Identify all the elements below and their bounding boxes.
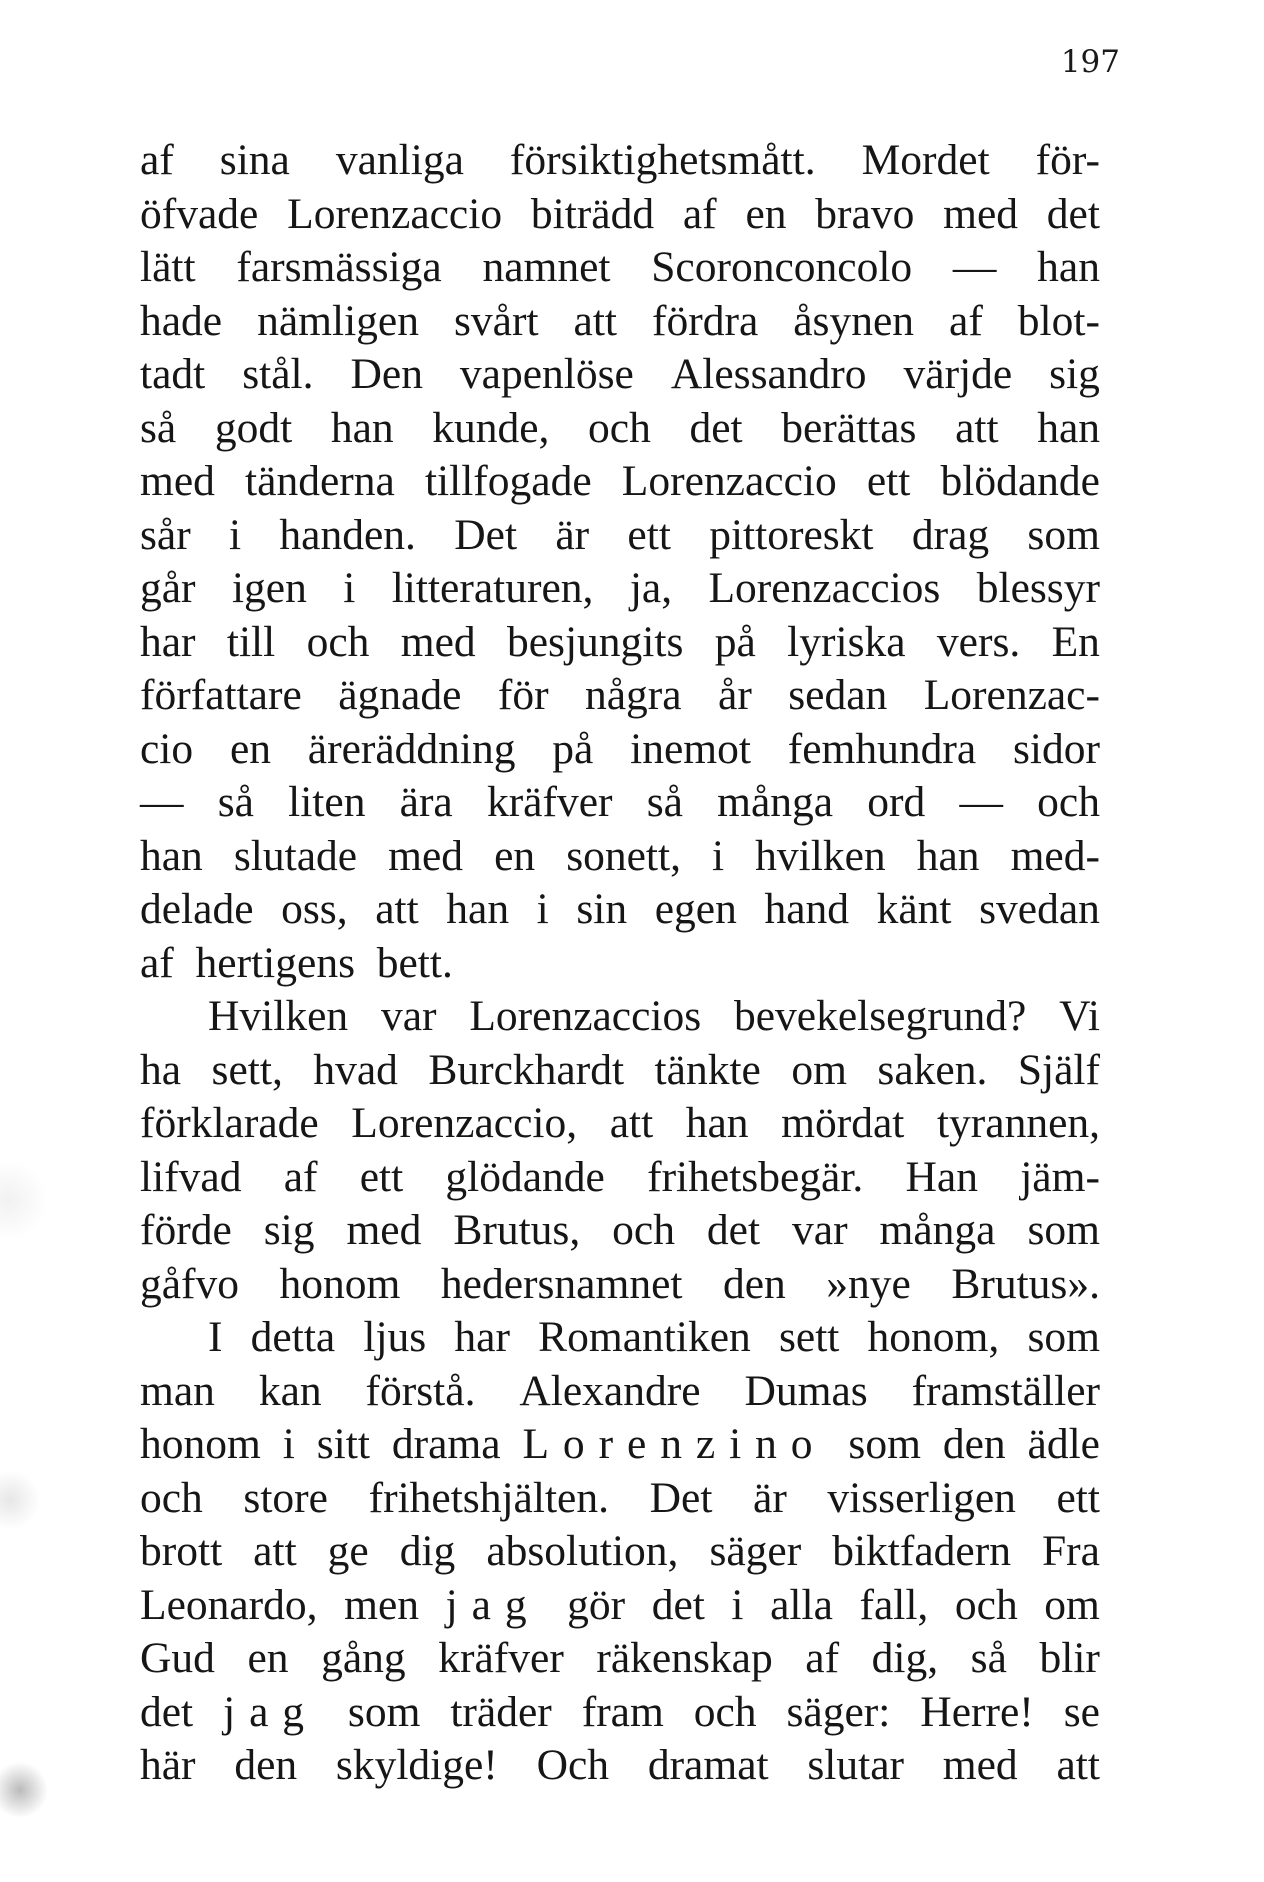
word: af (805, 1634, 840, 1682)
word: lätt (140, 243, 196, 291)
word: svårt (453, 296, 539, 345)
word: Alessandro (670, 350, 867, 398)
word: hand (764, 885, 849, 933)
word: nämligen (257, 296, 419, 345)
word: frihetshjälten. (368, 1473, 609, 1522)
word: i (712, 831, 725, 880)
word: kräfver (486, 778, 613, 826)
word: femhundra (787, 724, 977, 773)
word: fördra (651, 296, 759, 345)
word: värjde (903, 350, 1013, 398)
word: hade (140, 296, 223, 345)
word: säger: (786, 1687, 891, 1736)
text-line (140, 1686, 1100, 1740)
word: sidor (1012, 724, 1100, 773)
word: Herre! (920, 1687, 1034, 1736)
word: dig (399, 1527, 456, 1575)
word: den (234, 1741, 298, 1789)
text-line (140, 1097, 1100, 1151)
word: till (226, 617, 276, 666)
text-line (140, 883, 1100, 937)
word: förklarade (140, 1099, 319, 1147)
word: kräfver (438, 1634, 564, 1682)
word: i (343, 564, 356, 612)
word: ett (866, 457, 911, 505)
word: han (685, 1099, 749, 1147)
word: Leonardo, (140, 1580, 318, 1629)
word: många (879, 1206, 996, 1254)
word: sett, (211, 1045, 283, 1094)
word: absolution, (486, 1527, 679, 1575)
word: Brutus». (951, 1259, 1100, 1308)
word: drag (911, 510, 990, 559)
word: så (217, 778, 254, 826)
text-line (140, 1365, 1100, 1419)
word: bett. (376, 938, 453, 987)
body-text (140, 134, 1100, 1793)
word: om (791, 1045, 847, 1094)
word: i (536, 885, 549, 933)
word: äreräddning (307, 724, 516, 773)
word: af (682, 189, 717, 238)
text-line (140, 188, 1100, 242)
word: blessyr (976, 564, 1100, 612)
word: att (375, 885, 419, 933)
word: se (1063, 1687, 1100, 1736)
word: som (347, 1687, 421, 1736)
word: Romantiken (538, 1313, 751, 1361)
page-number: 197 (1060, 44, 1120, 80)
text-line (140, 1632, 1100, 1686)
word: Brutus, (453, 1206, 581, 1254)
text-line (140, 134, 1100, 188)
word: visserligen (827, 1473, 1016, 1522)
word: tänderna (245, 457, 395, 505)
word: jag (445, 1580, 541, 1629)
word: ha (140, 1045, 182, 1094)
word: jag (223, 1687, 318, 1736)
word: store (243, 1473, 328, 1522)
word: framställer (911, 1366, 1100, 1415)
text-line (140, 723, 1100, 777)
word: sår (140, 510, 191, 559)
word: har (454, 1313, 510, 1361)
word: var (380, 992, 437, 1040)
word: att (573, 296, 617, 345)
word: bevekelsegrund? (734, 992, 1027, 1040)
word: räkenskap (596, 1634, 773, 1682)
word: blir (1039, 1634, 1100, 1682)
word: kan (258, 1366, 322, 1415)
word: som (1027, 510, 1100, 559)
word: han (330, 403, 394, 452)
word: lyriska (787, 617, 906, 666)
word: inemot (630, 724, 751, 773)
word: stål. (242, 350, 314, 398)
word: vanliga (335, 136, 464, 184)
word: ära (399, 778, 453, 826)
word: handen. (279, 510, 416, 559)
word: det (689, 403, 743, 452)
word: hvad (313, 1045, 398, 1094)
text-line (140, 1151, 1100, 1205)
word: Alexandre (519, 1366, 701, 1415)
word: besjungits (506, 617, 684, 666)
word: och (954, 1580, 1018, 1629)
word: oss, (281, 885, 348, 933)
word: i (282, 1420, 295, 1468)
word: Vi (1059, 992, 1100, 1040)
word: I (208, 1313, 223, 1361)
word: tyrannen, (936, 1099, 1100, 1147)
word: en (745, 189, 787, 238)
word: är (753, 1473, 787, 1522)
word: »nye (826, 1259, 911, 1308)
word: hertigens (195, 938, 355, 987)
word: dramat (647, 1741, 769, 1789)
word: Mordet (861, 136, 990, 184)
word: farsmässiga (236, 243, 442, 291)
word: sig (263, 1206, 315, 1254)
text-line (140, 402, 1100, 456)
word: ljus (363, 1313, 427, 1361)
word: sina (219, 136, 290, 184)
word: den (942, 1420, 1006, 1468)
text-line (140, 776, 1100, 830)
word: med (388, 831, 464, 880)
word: ge (327, 1527, 369, 1575)
word: blot- (1017, 296, 1100, 345)
scan-edge-noise (0, 0, 50, 1882)
word: igen (231, 564, 307, 612)
word: hedersnamnet (440, 1259, 683, 1308)
word: på (714, 617, 756, 666)
word: en (247, 1634, 289, 1682)
word: — (140, 778, 184, 826)
word: fall, (859, 1580, 929, 1629)
word: blödande (940, 457, 1100, 505)
word: med (942, 1741, 1018, 1789)
word: af (140, 938, 174, 987)
text-line (140, 669, 1100, 723)
word: med- (1010, 831, 1100, 880)
word: vapenlöse (459, 350, 634, 398)
word: honom (140, 1420, 261, 1468)
word: Lorenzaccios (708, 564, 941, 612)
word: biktfadern (832, 1527, 1011, 1575)
word: i (731, 1580, 744, 1629)
word: Och (536, 1741, 610, 1789)
word: slutade (233, 831, 358, 880)
word: ett (359, 1152, 404, 1201)
word: detta (250, 1313, 336, 1361)
word: bravo (815, 189, 915, 238)
word: den (722, 1259, 786, 1308)
word: honom, (867, 1313, 1000, 1361)
word: tillfogade (424, 457, 592, 505)
word: frihetsbegär. (647, 1152, 864, 1201)
word: och (612, 1206, 675, 1254)
word: — (959, 778, 1003, 826)
word: och (306, 617, 370, 666)
text-line (140, 1739, 1100, 1793)
word: Själf (1017, 1045, 1100, 1094)
word: Lorenzac- (923, 671, 1100, 719)
word: Lorenzino (522, 1420, 827, 1468)
word: han (140, 831, 203, 880)
word: af (140, 136, 174, 184)
word: Den (350, 350, 423, 398)
word: svedan (979, 885, 1100, 933)
word: af (283, 1152, 318, 1201)
word: Gud (140, 1634, 215, 1682)
word: sett (778, 1313, 840, 1361)
text-line (140, 990, 1100, 1044)
word: förde (140, 1206, 232, 1254)
word: berättas (781, 403, 917, 452)
word: författare (140, 671, 302, 719)
text-line (140, 1579, 1100, 1633)
text-line (140, 509, 1100, 563)
word: pittoreskt (709, 510, 874, 559)
word: gåfvo (140, 1259, 240, 1308)
text-line (140, 295, 1100, 349)
word: några (584, 671, 682, 719)
word: har (140, 617, 196, 666)
word: så (140, 403, 177, 452)
word: om (1044, 1580, 1100, 1629)
word: Det (454, 510, 518, 559)
word: åsynen (793, 296, 915, 345)
word: En (1051, 617, 1100, 666)
word: sedan (788, 671, 888, 719)
word: biträdd (530, 189, 655, 238)
word: tänkte (654, 1045, 761, 1094)
word: så (970, 1634, 1007, 1682)
word: säger (709, 1527, 802, 1575)
word: sitt (316, 1420, 370, 1468)
word: känt (876, 885, 952, 933)
word: kunde, (432, 403, 550, 452)
text-line (140, 455, 1100, 509)
word: liten (288, 778, 366, 826)
word: går (140, 564, 196, 612)
word: så (646, 778, 683, 826)
word: han (916, 831, 980, 880)
word: som (1027, 1206, 1100, 1254)
word: ett (1056, 1473, 1100, 1522)
word: träder (450, 1687, 552, 1736)
word: gång (321, 1634, 406, 1682)
word: med (140, 457, 215, 505)
word: drama (391, 1420, 501, 1468)
word: och (693, 1687, 757, 1736)
word: han (446, 885, 510, 933)
word: Lorenzaccio (287, 189, 503, 238)
word: men (344, 1580, 420, 1629)
word: sonett, (566, 831, 681, 880)
word: glödande (445, 1152, 605, 1201)
word: förstå. (365, 1366, 476, 1415)
word: är (555, 510, 590, 559)
word: godt (214, 403, 293, 452)
word: ett (627, 510, 671, 559)
word: Lorenzaccios (469, 992, 702, 1040)
text-line (140, 1204, 1100, 1258)
word: alla (770, 1580, 833, 1629)
word: Scoronconcolo (651, 243, 913, 291)
word: det (140, 1687, 194, 1736)
text-line (140, 937, 1100, 991)
word: cio (140, 724, 194, 773)
word: en (494, 831, 536, 880)
word: honom (279, 1259, 401, 1308)
word: att (1056, 1741, 1100, 1789)
text-line (140, 1472, 1100, 1526)
word: försiktighetsmått. (509, 136, 816, 184)
word: sin (576, 885, 628, 933)
word: det (651, 1580, 705, 1629)
word: ord (867, 778, 926, 826)
text-line (140, 616, 1100, 670)
word: Hvilken (208, 992, 349, 1040)
word: ägnade (338, 671, 462, 719)
text-line (140, 1044, 1100, 1098)
word: saken. (877, 1045, 988, 1094)
word: af (949, 296, 983, 345)
word: mördat (781, 1099, 905, 1147)
text-line (140, 1311, 1100, 1365)
text-line (140, 830, 1100, 884)
word: år (718, 671, 752, 719)
word: Det (649, 1473, 713, 1522)
word: ädle (1027, 1420, 1100, 1468)
text-line (140, 241, 1100, 295)
word: dig, (871, 1634, 939, 1682)
word: det (706, 1206, 761, 1254)
word: och (140, 1473, 203, 1522)
word: i (229, 510, 242, 559)
word: man (140, 1366, 215, 1415)
word: med (400, 617, 476, 666)
word: sig (1049, 350, 1100, 398)
word: Han (905, 1152, 978, 1201)
word: och (588, 403, 651, 452)
word: namnet (482, 243, 611, 291)
word: hvilken (755, 831, 886, 880)
word: att (955, 403, 999, 452)
word: egen (654, 885, 737, 933)
word: han (1037, 403, 1100, 452)
text-line (140, 562, 1100, 616)
text-line (140, 1418, 1100, 1472)
word: skyldige! (335, 1741, 498, 1789)
word: för- (1035, 136, 1100, 184)
word: att (253, 1527, 297, 1575)
word: och (1037, 778, 1100, 826)
word: med (346, 1206, 422, 1254)
word: Dumas (744, 1366, 868, 1415)
word: Burckhardt (428, 1045, 625, 1094)
word: brott (140, 1527, 223, 1575)
word: slutar (807, 1741, 905, 1789)
word: som (1027, 1313, 1100, 1361)
word: Lorenzaccio (621, 457, 837, 505)
word: gör (567, 1580, 626, 1629)
text-line (140, 1525, 1100, 1579)
word: han (1037, 243, 1100, 291)
word: det (1046, 189, 1100, 238)
word: tadt (140, 350, 206, 398)
word: många (717, 778, 834, 826)
word: jäm- (1020, 1152, 1100, 1201)
text-line (140, 1258, 1100, 1312)
word: Lorenzaccio, (351, 1099, 578, 1147)
word: lifvad (140, 1152, 242, 1201)
word: var (792, 1206, 848, 1254)
word: öfvade (140, 189, 259, 238)
word: fram (581, 1687, 664, 1736)
word: — (952, 243, 997, 291)
word: här (140, 1741, 196, 1789)
word: ja, (629, 564, 673, 612)
word: litteraturen, (391, 564, 594, 612)
word: för (497, 671, 549, 719)
word: delade (140, 885, 254, 933)
word: att (609, 1099, 654, 1147)
word: Fra (1041, 1527, 1100, 1575)
word: en (229, 724, 271, 773)
text-line (140, 348, 1100, 402)
word: på (552, 724, 594, 773)
word: med (943, 189, 1019, 238)
word: som (848, 1420, 921, 1468)
word: vers. (936, 617, 1021, 666)
